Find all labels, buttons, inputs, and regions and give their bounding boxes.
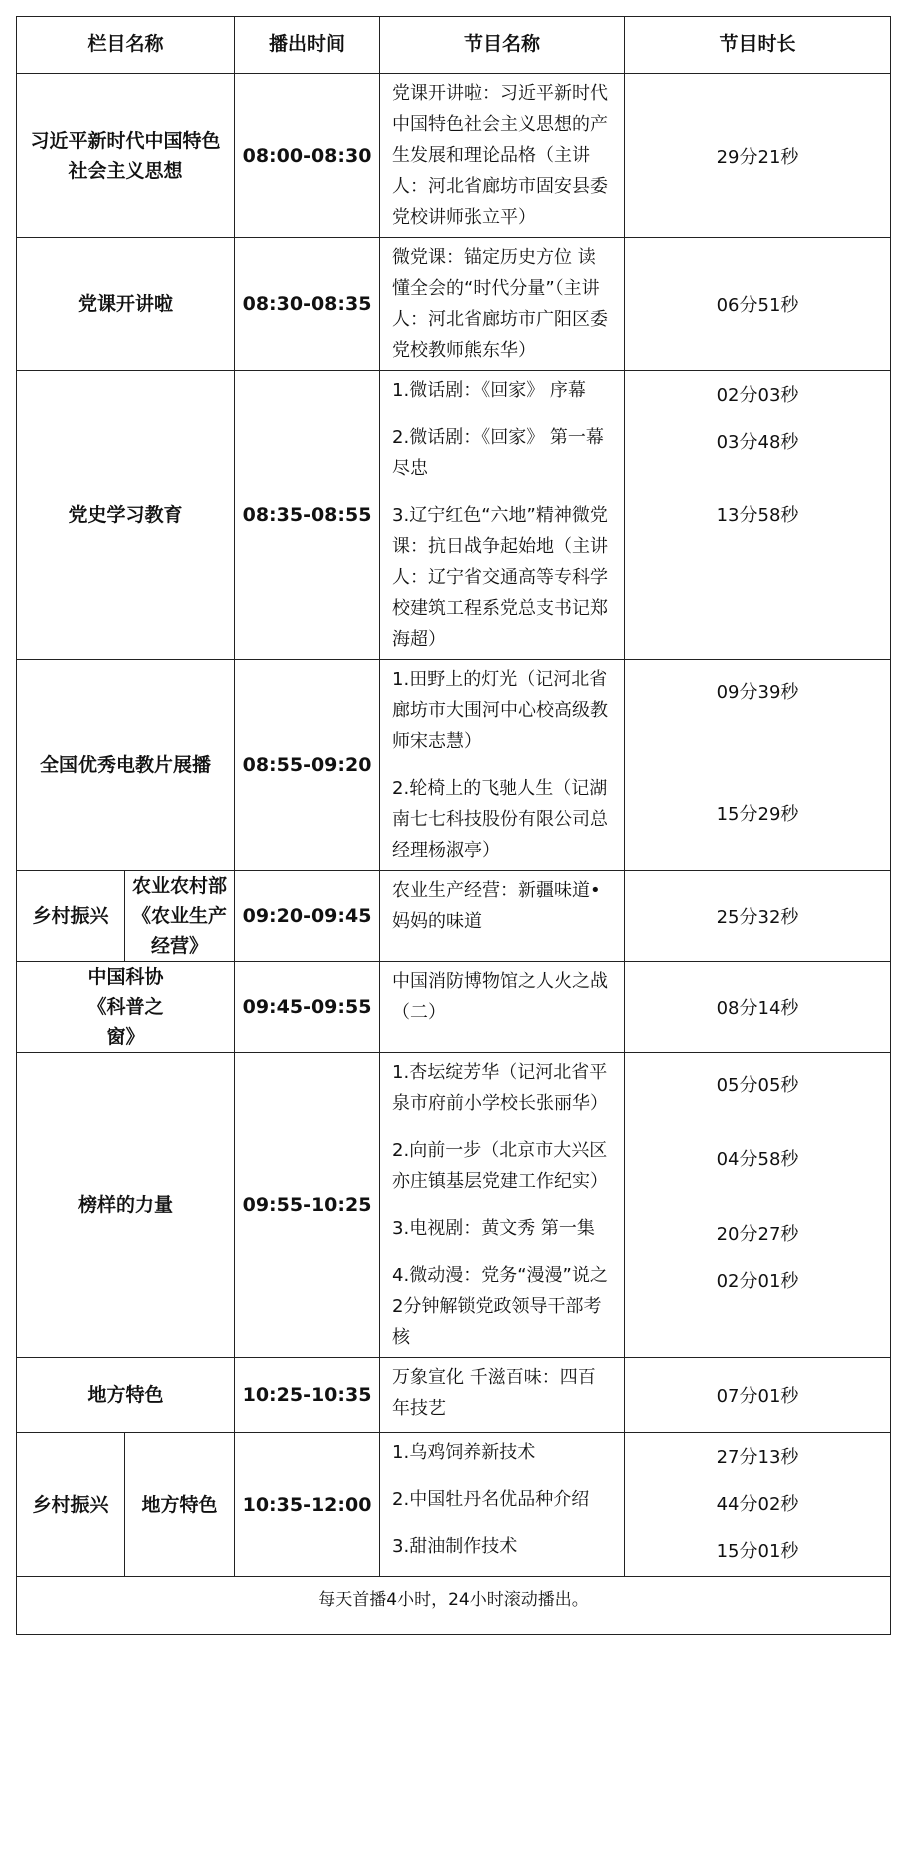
column-name: 榜样的力量 <box>17 1053 235 1358</box>
program-item: 党课开讲啦：习近平新时代中国特色社会主义思想的产生发展和理论品格（主讲人：河北省廊坊市固安县委党校讲师张立平） <box>392 83 609 228</box>
duration-cell <box>625 1433 891 1577</box>
column-subname: 地方特色 <box>125 1433 235 1577</box>
air-time: 08:55-09:20 <box>235 660 380 871</box>
program-item: 2.向前一步（北京市大兴区亦庄镇基层党建工作纪实） <box>392 1140 609 1192</box>
program-item: 4.微动漫：党务“漫漫”说之2分钟解锁党政领导干部考核 <box>392 1265 608 1348</box>
duration-cell <box>625 74 891 238</box>
column-name: 党史学习教育 <box>17 371 235 660</box>
duration-item: 08分14秒 <box>716 998 799 1019</box>
program-cell <box>380 1433 625 1577</box>
program-item: 2.微话剧：《回家》 第一幕 尽忠 <box>392 427 604 479</box>
table-row <box>17 1053 891 1358</box>
program-item: 中国消防博物馆之人火之战（二） <box>392 971 609 1023</box>
air-time: 08:35-08:55 <box>235 371 380 660</box>
program-item: 1.微话剧：《回家》 序幕 <box>392 380 586 401</box>
duration-item: 09分39秒 <box>716 682 799 703</box>
header-duration: 节目时长 <box>625 17 891 74</box>
program-cell <box>380 1053 625 1358</box>
program-item: 1.田野上的灯光（记河北省廊坊市大围河中心校高级教师宋志慧） <box>392 669 609 752</box>
header-air-time: 播出时间 <box>235 17 380 74</box>
column-name: 习近平新时代中国特色社会主义思想 <box>17 74 235 238</box>
duration-cell <box>625 660 891 871</box>
program-cell <box>380 660 625 871</box>
duration-cell <box>625 1358 891 1433</box>
footer-note: 每天首播4小时，24小时滚动播出。 <box>17 1577 891 1635</box>
table-row <box>17 660 891 871</box>
table-row <box>17 238 891 371</box>
duration-item: 25分32秒 <box>716 907 799 928</box>
table-row <box>17 1358 891 1433</box>
table-row <box>17 871 891 962</box>
table-row <box>17 1433 891 1577</box>
column-name: 乡村振兴 <box>17 1433 125 1577</box>
column-name: 地方特色 <box>17 1358 235 1433</box>
program-item: 万象宣化 千滋百味：四百年技艺 <box>392 1367 596 1419</box>
duration-item: 44分02秒 <box>716 1494 799 1515</box>
air-time: 09:45-09:55 <box>235 962 380 1053</box>
program-item: 微党课：锚定历史方位 读懂全会的“时代分量”（主讲人：河北省廊坊市广阳区委党校教师熊东华） <box>392 247 609 361</box>
duration-cell <box>625 1053 891 1358</box>
header-column-name: 栏目名称 <box>17 17 235 74</box>
duration-cell <box>625 238 891 371</box>
duration-item: 07分01秒 <box>716 1386 799 1407</box>
air-time: 09:20-09:45 <box>235 871 380 962</box>
duration-item: 27分13秒 <box>716 1447 799 1468</box>
table-row <box>17 962 891 1053</box>
duration-cell <box>625 871 891 962</box>
duration-item: 29分21秒 <box>716 146 799 168</box>
program-cell <box>380 74 625 238</box>
duration-cell <box>625 962 891 1053</box>
column-name: 中国科协《科普之窗》 <box>17 962 235 1053</box>
program-item: 3.辽宁红色“六地”精神微党课：抗日战争起始地（主讲人：辽宁省交通高等专科学校建筑工程系党总支书记郑海超） <box>392 505 609 650</box>
duration-item: 15分29秒 <box>716 804 799 825</box>
program-item: 2.中国牡丹名优品种介绍 <box>392 1489 590 1510</box>
column-name: 全国优秀电教片展播 <box>17 660 235 871</box>
table-row <box>17 371 891 660</box>
air-time: 08:30-08:35 <box>235 238 380 371</box>
duration-item: 20分27秒 <box>716 1224 799 1245</box>
column-name: 乡村振兴 <box>17 871 125 962</box>
duration-item: 02分03秒 <box>716 385 799 406</box>
duration-item: 04分58秒 <box>716 1149 799 1170</box>
footer-row <box>17 1577 891 1635</box>
air-time: 09:55-10:25 <box>235 1053 380 1358</box>
air-time: 10:25-10:35 <box>235 1358 380 1433</box>
program-cell <box>380 962 625 1053</box>
air-time: 08:00-08:30 <box>235 74 380 238</box>
program-item: 3.电视剧：黄文秀 第一集 <box>392 1218 595 1239</box>
table-row <box>17 74 891 238</box>
program-item: 1.乌鸡饲养新技术 <box>392 1442 536 1463</box>
duration-item: 13分58秒 <box>716 505 799 526</box>
program-item: 3.甜油制作技术 <box>392 1536 518 1557</box>
program-item: 1.杏坛绽芳华（记河北省平泉市府前小学校长张丽华） <box>392 1062 609 1114</box>
duration-item: 05分05秒 <box>716 1075 799 1096</box>
header-row <box>17 17 891 74</box>
program-item: 农业生产经营：新疆味道•妈妈的味道 <box>392 880 601 932</box>
header-program-name: 节目名称 <box>380 17 625 74</box>
program-cell <box>380 371 625 660</box>
duration-cell <box>625 371 891 660</box>
column-subname: 农业农村部《农业生产经营》 <box>125 871 235 962</box>
duration-item: 02分01秒 <box>716 1271 799 1292</box>
program-cell <box>380 1358 625 1433</box>
duration-item: 15分01秒 <box>716 1541 799 1562</box>
air-time: 10:35-12:00 <box>235 1433 380 1577</box>
duration-item: 06分51秒 <box>716 295 799 316</box>
program-item: 2.轮椅上的飞驰人生（记湖南七七科技股份有限公司总经理杨淑亭） <box>392 778 609 861</box>
program-cell <box>380 871 625 962</box>
duration-item: 03分48秒 <box>716 432 799 453</box>
program-cell <box>380 238 625 371</box>
column-name: 党课开讲啦 <box>17 238 235 371</box>
schedule-table <box>16 16 891 1635</box>
